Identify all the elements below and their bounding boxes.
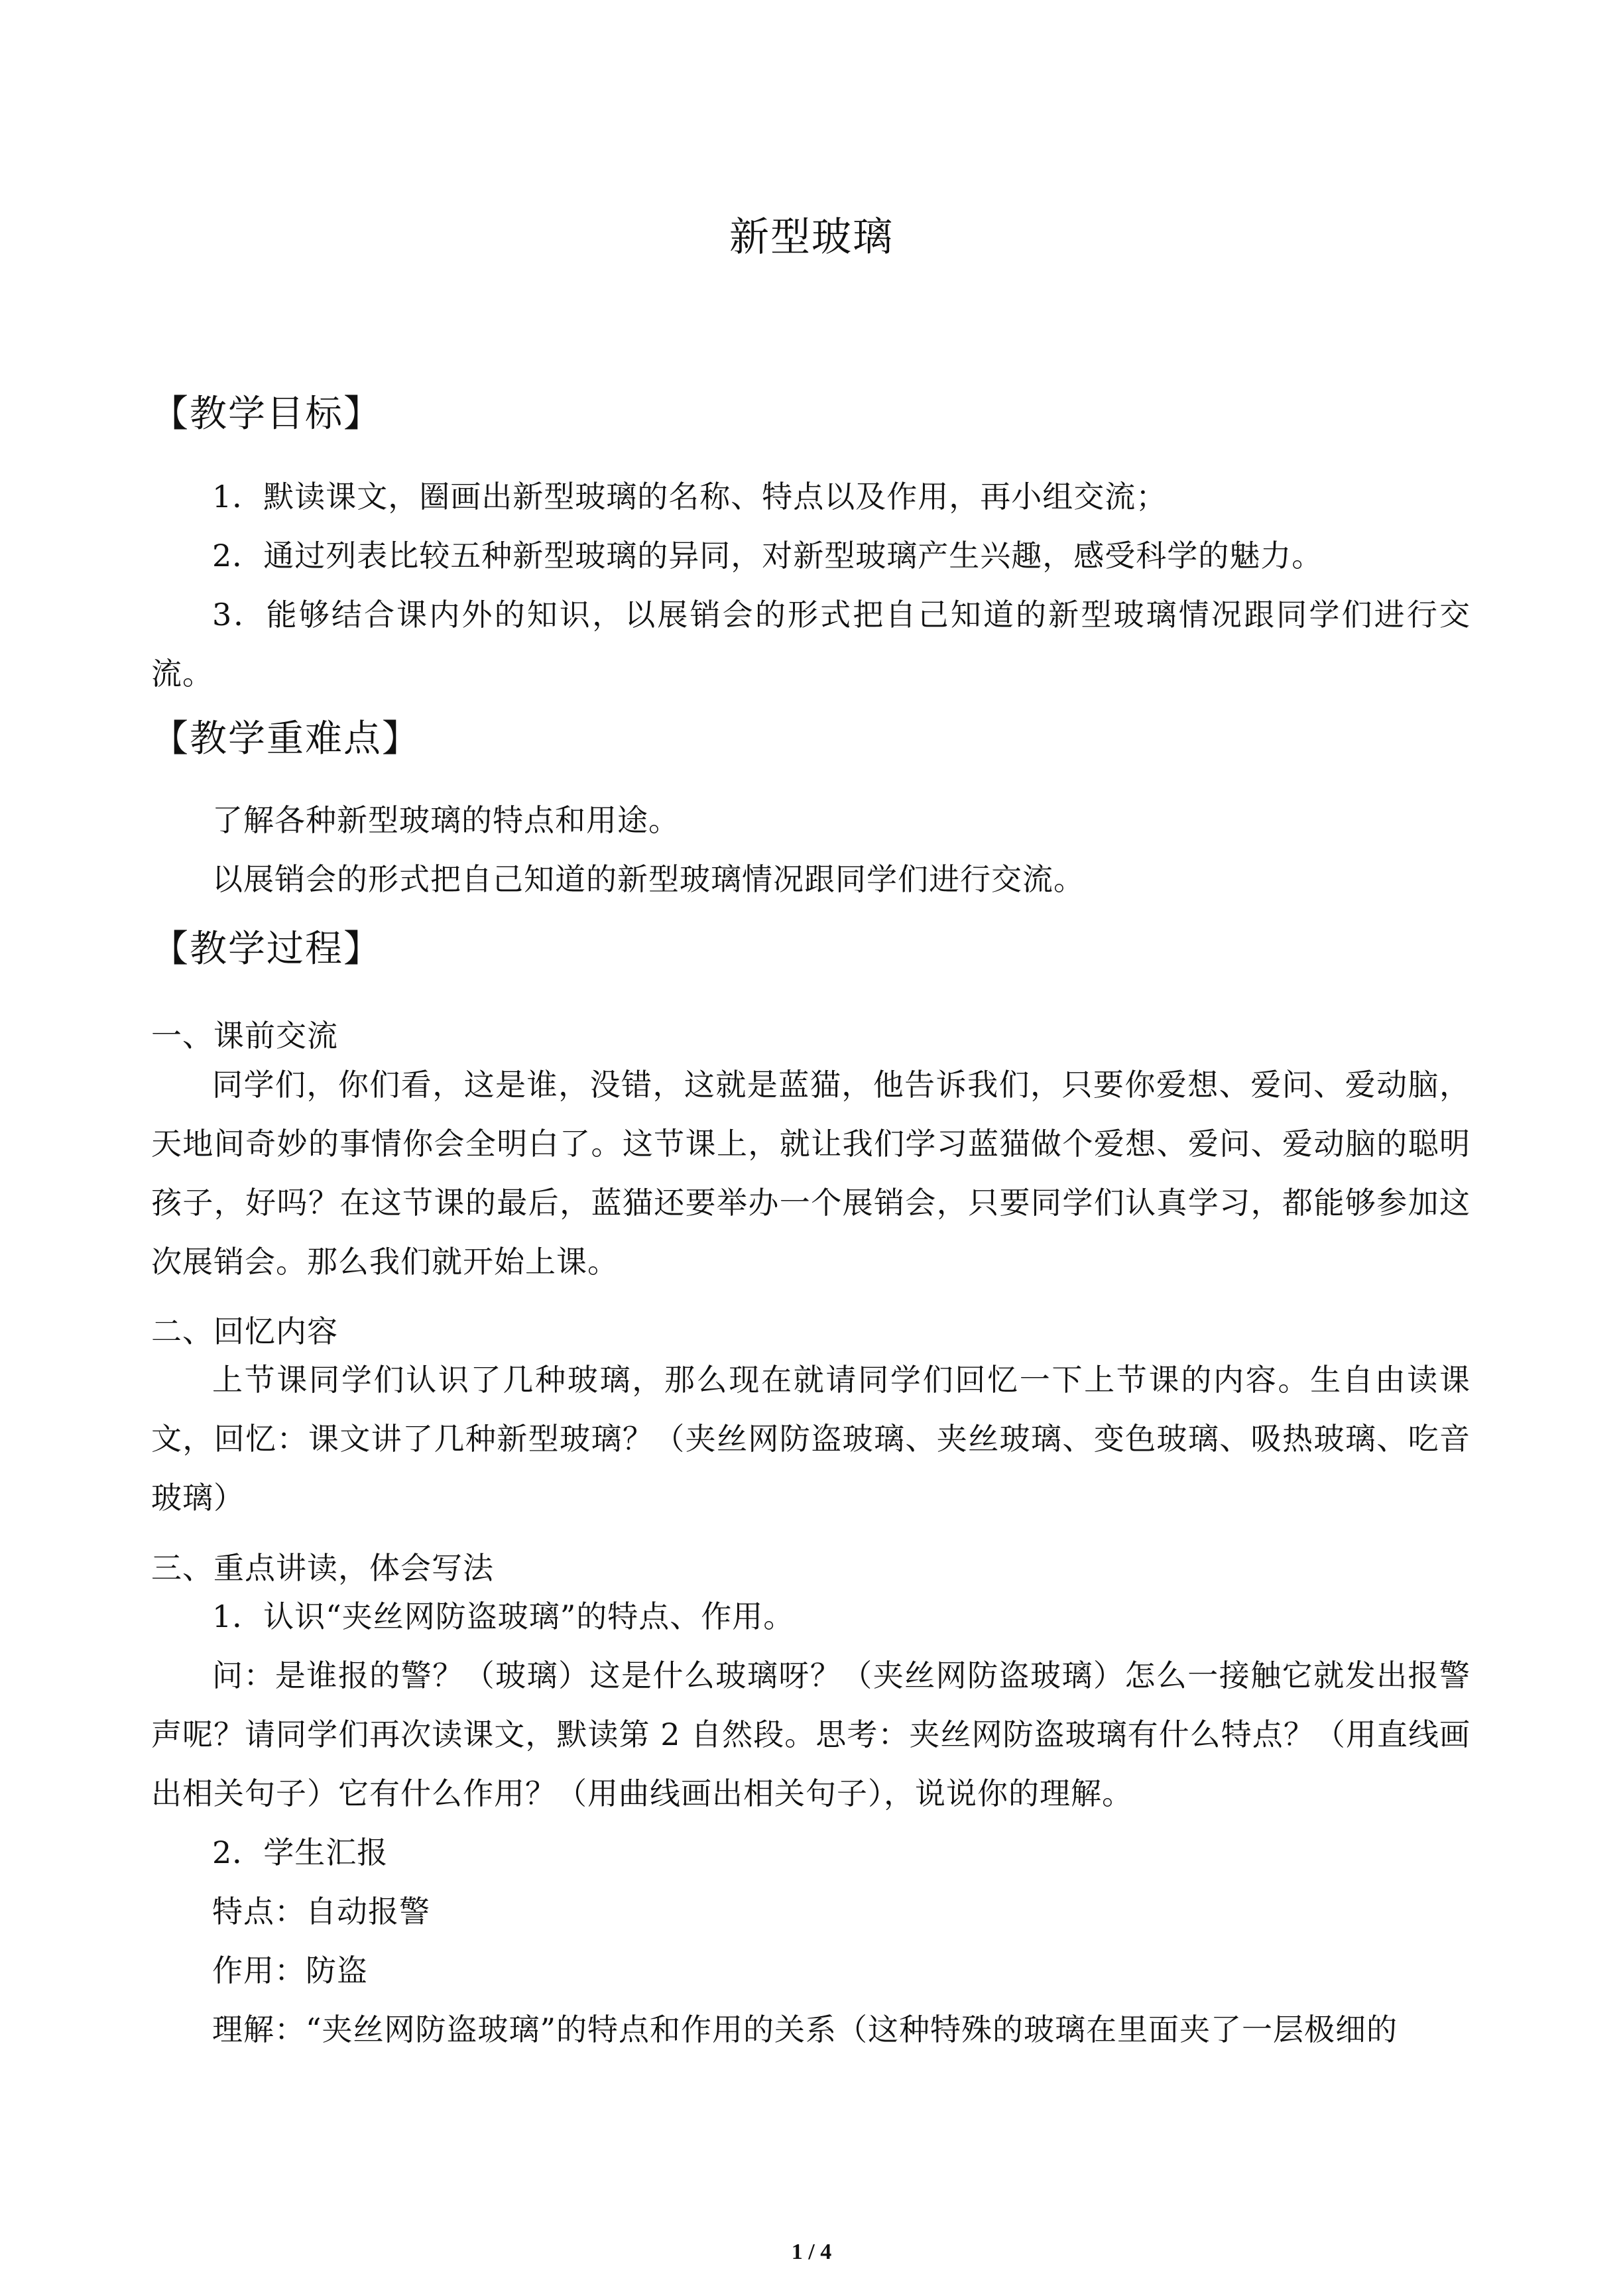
section-2-title: 二、回忆内容: [151, 1313, 338, 1349]
section-1-paragraph: 同学们，你们看，这是谁，没错，这就是蓝猫，他告诉我们，只要你爱想、爱问、爱动脑，天地间奇妙的事情你会全明白了。这节课上，就让我们学习蓝猫做个爱想、爱问、爱动脑的聪明孩子，好吗？在这节课的最后，蓝猫还要举办一个展销会，只要同学们认真学习，都能够参加这次展销会。那么我们就开始上课。: [151, 1067, 1471, 1280]
function-line: 作用：防盗: [212, 1953, 368, 1988]
section-2-paragraph: 上节课同学们认识了几种玻璃，那么现在就请同学们回忆一下上节课的内容。生自由读课文，回忆：课文讲了几种新型玻璃？（夹丝网防盗玻璃、夹丝玻璃、变色玻璃、吸热玻璃、吃音玻璃）: [151, 1362, 1471, 1516]
objective-2: 2．通过列表比较五种新型玻璃的异同，对新型玻璃产生兴趣，感受科学的魅力。: [212, 538, 1323, 574]
page-number: 1 / 4: [791, 2240, 832, 2264]
heading-key-points: 【教学重难点】: [151, 717, 420, 760]
understanding-line: 理解：“夹丝网防盗玻璃”的特点和作用的关系（这种特殊的玻璃在里面夹了一层极细的: [212, 2012, 1398, 2047]
key-point-2: 以展销会的形式把自己知道的新型玻璃情况跟同学们进行交流。: [212, 861, 1085, 897]
heading-process: 【教学过程】: [151, 928, 382, 971]
section-3-item-2: 2．学生汇报: [212, 1835, 389, 1870]
heading-objectives: 【教学目标】: [151, 393, 382, 436]
feature-line: 特点：自动报警: [212, 1894, 430, 1929]
objective-3: 3．能够结合课内外的知识，以展销会的形式把自己知道的新型玻璃情况跟同学们进行交流。: [151, 597, 1471, 692]
section-3-question: 问：是谁报的警？（玻璃）这是什么玻璃呀？（夹丝网防盗玻璃）怎么一接触它就发出报警声呢？请同学们再次读课文，默读第 2 自然段。思考：夹丝网防盗玻璃有什么特点？（用直线画出相关句子）它有什么作用？（用曲线画出相关句子），说说你的理解。: [151, 1658, 1471, 1811]
objective-1: 1．默读课文，圈画出新型玻璃的名称、特点以及作用，再小组交流；: [212, 479, 1168, 514]
section-3-item-1: 1．认识“夹丝网防盗玻璃”的特点、作用。: [212, 1599, 795, 1634]
section-1-title: 一、课前交流: [151, 1018, 338, 1054]
section-3-title: 三、重点讲读，体会写法: [151, 1550, 494, 1586]
key-point-1: 了解各种新型玻璃的特点和用途。: [212, 802, 680, 838]
document-title: 新型玻璃: [729, 214, 894, 261]
